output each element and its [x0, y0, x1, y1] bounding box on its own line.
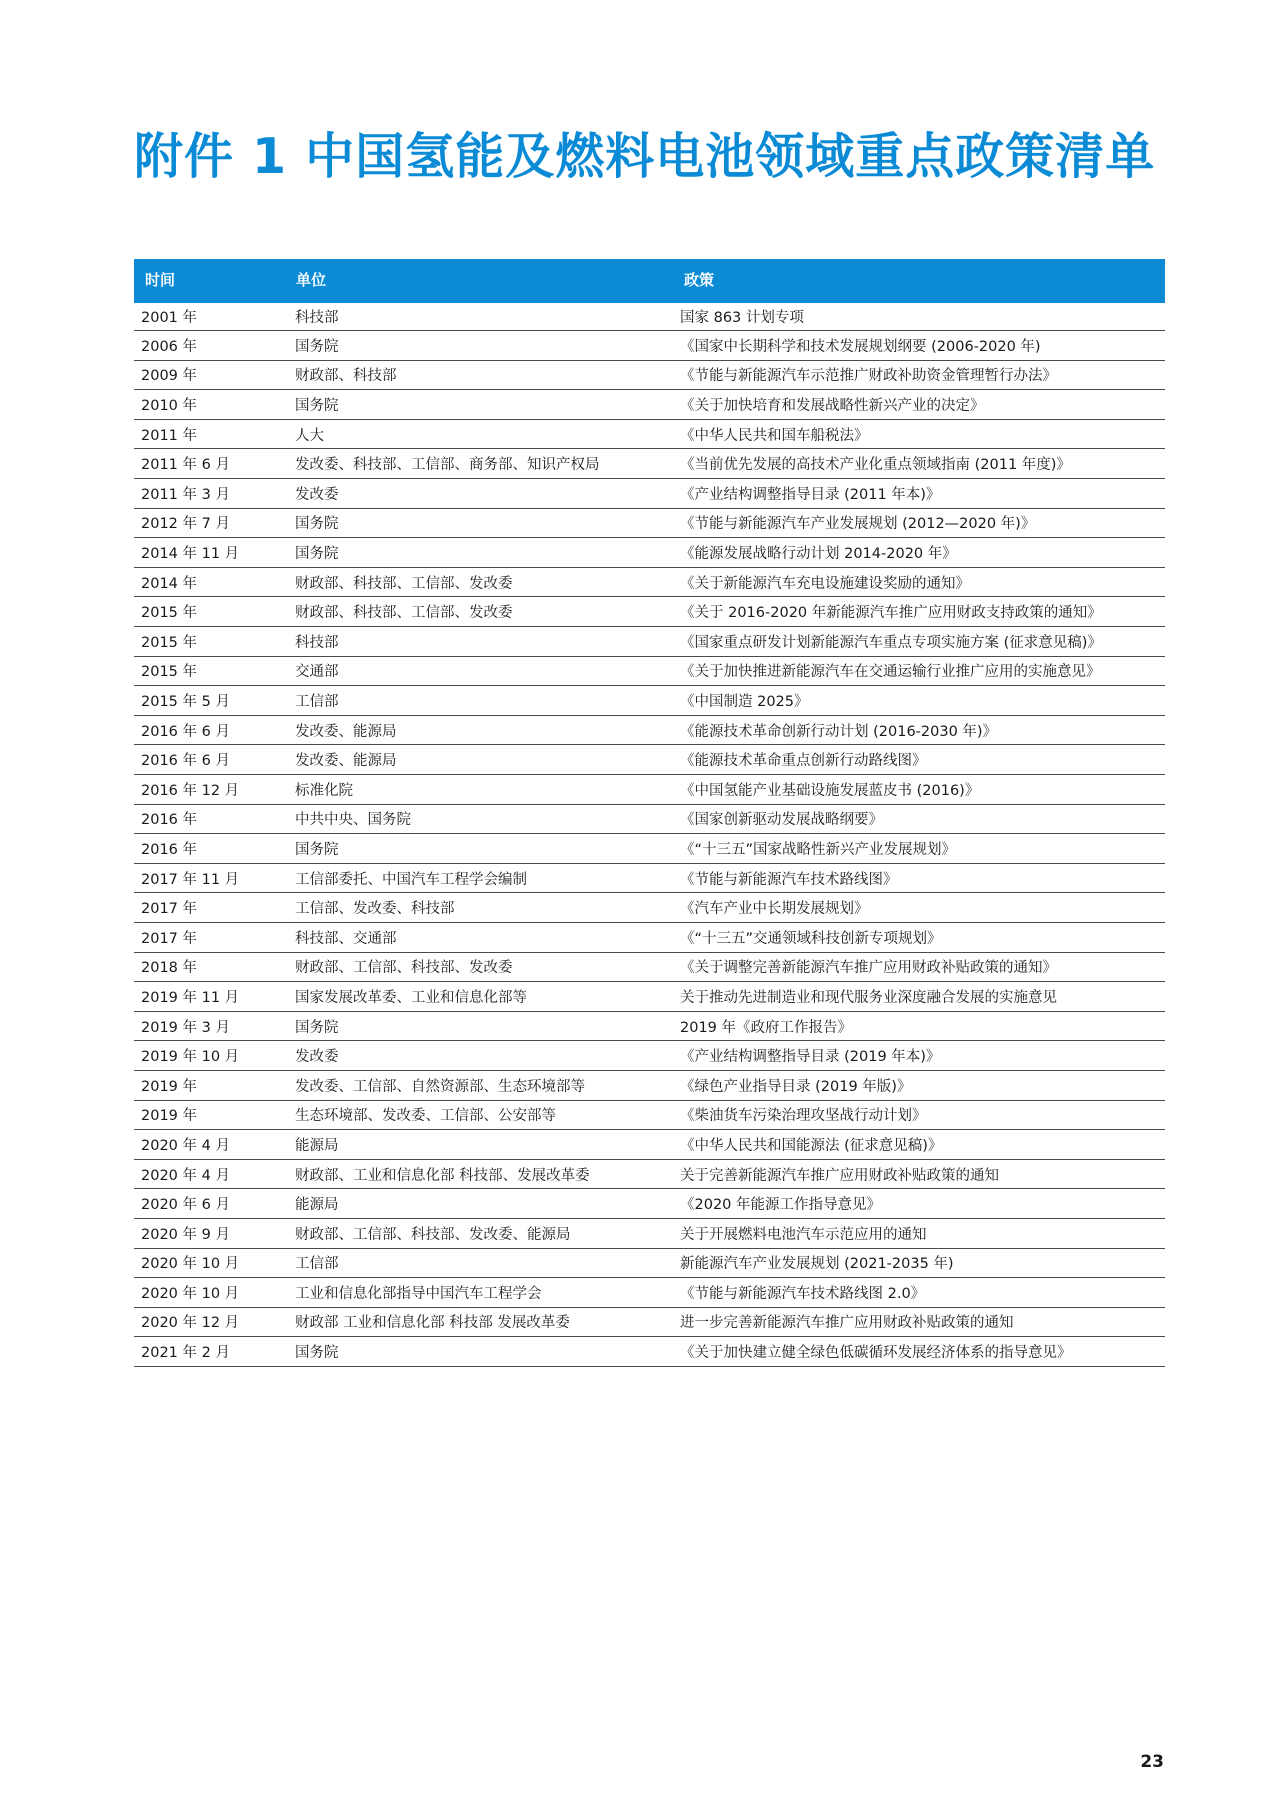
table-row	[134, 627, 1165, 657]
cell-policy: 关于推动先进制造业和现代服务业深度融合发展的实施意见	[674, 982, 1165, 1012]
table-row	[134, 390, 1165, 420]
cell-time: 2010 年	[134, 390, 286, 420]
cell-unit: 国务院	[286, 1337, 674, 1367]
cell-policy: 《能源发展战略行动计划 2014-2020 年》	[674, 538, 1165, 568]
table-row	[134, 893, 1165, 923]
cell-unit: 科技部	[286, 301, 674, 331]
cell-time: 2020 年 6 月	[134, 1189, 286, 1219]
cell-unit: 财政部 工业和信息化部 科技部 发展改革委	[286, 1307, 674, 1337]
table-row	[134, 1159, 1165, 1189]
cell-time: 2020 年 12 月	[134, 1307, 286, 1337]
cell-unit: 科技部	[286, 627, 674, 657]
cell-unit: 能源局	[286, 1189, 674, 1219]
column-header-time: 时间	[134, 259, 286, 301]
cell-time: 2011 年 6 月	[134, 449, 286, 479]
cell-time: 2018 年	[134, 952, 286, 982]
table-row	[134, 686, 1165, 716]
cell-unit: 发改委、工信部、自然资源部、生态环境部等	[286, 1070, 674, 1100]
cell-time: 2016 年 6 月	[134, 745, 286, 775]
table-row	[134, 656, 1165, 686]
cell-policy: 2019 年《政府工作报告》	[674, 1011, 1165, 1041]
cell-policy: 《关于调整完善新能源汽车推广应用财政补贴政策的通知》	[674, 952, 1165, 982]
cell-unit: 发改委、能源局	[286, 745, 674, 775]
cell-time: 2016 年	[134, 834, 286, 864]
table-row	[134, 597, 1165, 627]
cell-unit: 交通部	[286, 656, 674, 686]
page-number: 23	[1140, 1752, 1164, 1772]
table-row	[134, 1218, 1165, 1248]
cell-policy: 《节能与新能源汽车技术路线图》	[674, 863, 1165, 893]
table-row	[134, 1278, 1165, 1308]
cell-time: 2015 年	[134, 597, 286, 627]
cell-policy: 国家 863 计划专项	[674, 301, 1165, 331]
cell-time: 2011 年 3 月	[134, 479, 286, 509]
table-row	[134, 508, 1165, 538]
cell-time: 2015 年	[134, 656, 286, 686]
cell-unit: 发改委	[286, 1041, 674, 1071]
cell-policy: 《汽车产业中长期发展规划》	[674, 893, 1165, 923]
cell-policy: 《2020 年能源工作指导意见》	[674, 1189, 1165, 1219]
cell-policy: 《关于加快建立健全绿色低碳循环发展经济体系的指导意见》	[674, 1337, 1165, 1367]
cell-time: 2019 年	[134, 1070, 286, 1100]
cell-time: 2016 年	[134, 804, 286, 834]
cell-unit: 发改委	[286, 479, 674, 509]
cell-policy: 《产业结构调整指导目录 (2019 年本)》	[674, 1041, 1165, 1071]
table-row	[134, 715, 1165, 745]
cell-unit: 国务院	[286, 508, 674, 538]
cell-policy: 《节能与新能源汽车示范推广财政补助资金管理暂行办法》	[674, 360, 1165, 390]
cell-policy: 《节能与新能源汽车产业发展规划 (2012—2020 年)》	[674, 508, 1165, 538]
cell-policy: 《“十三五”交通领域科技创新专项规划》	[674, 922, 1165, 952]
cell-unit: 工信部、发改委、科技部	[286, 893, 674, 923]
cell-policy: 进一步完善新能源汽车推广应用财政补贴政策的通知	[674, 1307, 1165, 1337]
cell-time: 2021 年 2 月	[134, 1337, 286, 1367]
cell-unit: 中共中央、国务院	[286, 804, 674, 834]
cell-time: 2006 年	[134, 331, 286, 361]
table-header	[134, 259, 1165, 301]
cell-time: 2015 年 5 月	[134, 686, 286, 716]
table-row	[134, 567, 1165, 597]
cell-time: 2011 年	[134, 419, 286, 449]
cell-unit: 财政部、工信部、科技部、发改委、能源局	[286, 1218, 674, 1248]
table-row	[134, 360, 1165, 390]
cell-policy: 《绿色产业指导目录 (2019 年版)》	[674, 1070, 1165, 1100]
table-body	[134, 301, 1165, 1366]
cell-unit: 发改委、能源局	[286, 715, 674, 745]
cell-policy: 《“十三五”国家战略性新兴产业发展规划》	[674, 834, 1165, 864]
cell-time: 2014 年 11 月	[134, 538, 286, 568]
cell-policy: 《能源技术革命重点创新行动路线图》	[674, 745, 1165, 775]
table-row	[134, 479, 1165, 509]
table-row	[134, 419, 1165, 449]
table-row	[134, 952, 1165, 982]
cell-time: 2020 年 10 月	[134, 1248, 286, 1278]
table-row	[134, 922, 1165, 952]
table-row	[134, 834, 1165, 864]
cell-unit: 财政部、工业和信息化部 科技部、发展改革委	[286, 1159, 674, 1189]
cell-unit: 国务院	[286, 538, 674, 568]
header-row	[134, 259, 1165, 301]
cell-time: 2012 年 7 月	[134, 508, 286, 538]
cell-time: 2001 年	[134, 301, 286, 331]
column-header-policy: 政策	[674, 259, 1165, 301]
cell-policy: 《关于新能源汽车充电设施建设奖励的通知》	[674, 567, 1165, 597]
cell-time: 2019 年 10 月	[134, 1041, 286, 1071]
table-row	[134, 863, 1165, 893]
cell-policy: 关于完善新能源汽车推广应用财政补贴政策的通知	[674, 1159, 1165, 1189]
cell-policy: 《节能与新能源汽车技术路线图 2.0》	[674, 1278, 1165, 1308]
cell-policy: 《关于 2016-2020 年新能源汽车推广应用财政支持政策的通知》	[674, 597, 1165, 627]
cell-unit: 生态环境部、发改委、工信部、公安部等	[286, 1100, 674, 1130]
cell-time: 2015 年	[134, 627, 286, 657]
cell-unit: 财政部、科技部、工信部、发改委	[286, 567, 674, 597]
table-row	[134, 449, 1165, 479]
cell-policy: 《国家重点研发计划新能源汽车重点专项实施方案 (征求意见稿)》	[674, 627, 1165, 657]
cell-unit: 国务院	[286, 390, 674, 420]
column-header-unit: 单位	[286, 259, 674, 301]
cell-time: 2019 年	[134, 1100, 286, 1130]
cell-unit: 国家发展改革委、工业和信息化部等	[286, 982, 674, 1012]
table-row	[134, 1100, 1165, 1130]
cell-unit: 工信部	[286, 686, 674, 716]
cell-policy: 《国家创新驱动发展战略纲要》	[674, 804, 1165, 834]
table-row	[134, 1307, 1165, 1337]
cell-time: 2020 年 10 月	[134, 1278, 286, 1308]
cell-unit: 国务院	[286, 1011, 674, 1041]
cell-unit: 人大	[286, 419, 674, 449]
cell-time: 2017 年	[134, 893, 286, 923]
cell-policy: 《国家中长期科学和技术发展规划纲要 (2006-2020 年)	[674, 331, 1165, 361]
cell-time: 2020 年 4 月	[134, 1159, 286, 1189]
cell-unit: 财政部、科技部	[286, 360, 674, 390]
cell-time: 2017 年	[134, 922, 286, 952]
table-row	[134, 1248, 1165, 1278]
table-row	[134, 331, 1165, 361]
table-row	[134, 1011, 1165, 1041]
cell-time: 2020 年 9 月	[134, 1218, 286, 1248]
cell-unit: 工信部委托、中国汽车工程学会编制	[286, 863, 674, 893]
cell-time: 2020 年 4 月	[134, 1130, 286, 1160]
cell-policy: 《中国制造 2025》	[674, 686, 1165, 716]
table-row	[134, 804, 1165, 834]
cell-policy: 《关于加快推进新能源汽车在交通运输行业推广应用的实施意见》	[674, 656, 1165, 686]
cell-time: 2017 年 11 月	[134, 863, 286, 893]
cell-policy: 《关于加快培育和发展战略性新兴产业的决定》	[674, 390, 1165, 420]
table-row	[134, 1337, 1165, 1367]
cell-time: 2019 年 3 月	[134, 1011, 286, 1041]
table-row	[134, 1189, 1165, 1219]
cell-time: 2016 年 12 月	[134, 775, 286, 805]
cell-time: 2009 年	[134, 360, 286, 390]
cell-unit: 工业和信息化部指导中国汽车工程学会	[286, 1278, 674, 1308]
cell-policy: 《中国氢能产业基础设施发展蓝皮书 (2016)》	[674, 775, 1165, 805]
cell-time: 2014 年	[134, 567, 286, 597]
table-row	[134, 775, 1165, 805]
cell-policy: 《中华人民共和国能源法 (征求意见稿)》	[674, 1130, 1165, 1160]
cell-time: 2016 年 6 月	[134, 715, 286, 745]
table-row	[134, 982, 1165, 1012]
table-row	[134, 538, 1165, 568]
cell-unit: 发改委、科技部、工信部、商务部、知识产权局	[286, 449, 674, 479]
cell-policy: 新能源汽车产业发展规划 (2021-2035 年)	[674, 1248, 1165, 1278]
policy-table	[134, 259, 1165, 1367]
cell-unit: 能源局	[286, 1130, 674, 1160]
cell-unit: 国务院	[286, 834, 674, 864]
cell-policy: 《产业结构调整指导目录 (2011 年本)》	[674, 479, 1165, 509]
table-row	[134, 1130, 1165, 1160]
table-row	[134, 1041, 1165, 1071]
cell-policy: 《中华人民共和国车船税法》	[674, 419, 1165, 449]
cell-unit: 工信部	[286, 1248, 674, 1278]
cell-unit: 科技部、交通部	[286, 922, 674, 952]
table-row	[134, 1070, 1165, 1100]
table-row	[134, 301, 1165, 331]
cell-unit: 标准化院	[286, 775, 674, 805]
cell-unit: 国务院	[286, 331, 674, 361]
page-title: 附件 1 中国氢能及燃料电池领域重点政策清单	[134, 128, 1156, 185]
table-row	[134, 745, 1165, 775]
cell-time: 2019 年 11 月	[134, 982, 286, 1012]
cell-policy: 关于开展燃料电池汽车示范应用的通知	[674, 1218, 1165, 1248]
cell-policy: 《能源技术革命创新行动计划 (2016-2030 年)》	[674, 715, 1165, 745]
cell-policy: 《当前优先发展的高技术产业化重点领域指南 (2011 年度)》	[674, 449, 1165, 479]
cell-policy: 《柴油货车污染治理攻坚战行动计划》	[674, 1100, 1165, 1130]
cell-unit: 财政部、科技部、工信部、发改委	[286, 597, 674, 627]
cell-unit: 财政部、工信部、科技部、发改委	[286, 952, 674, 982]
